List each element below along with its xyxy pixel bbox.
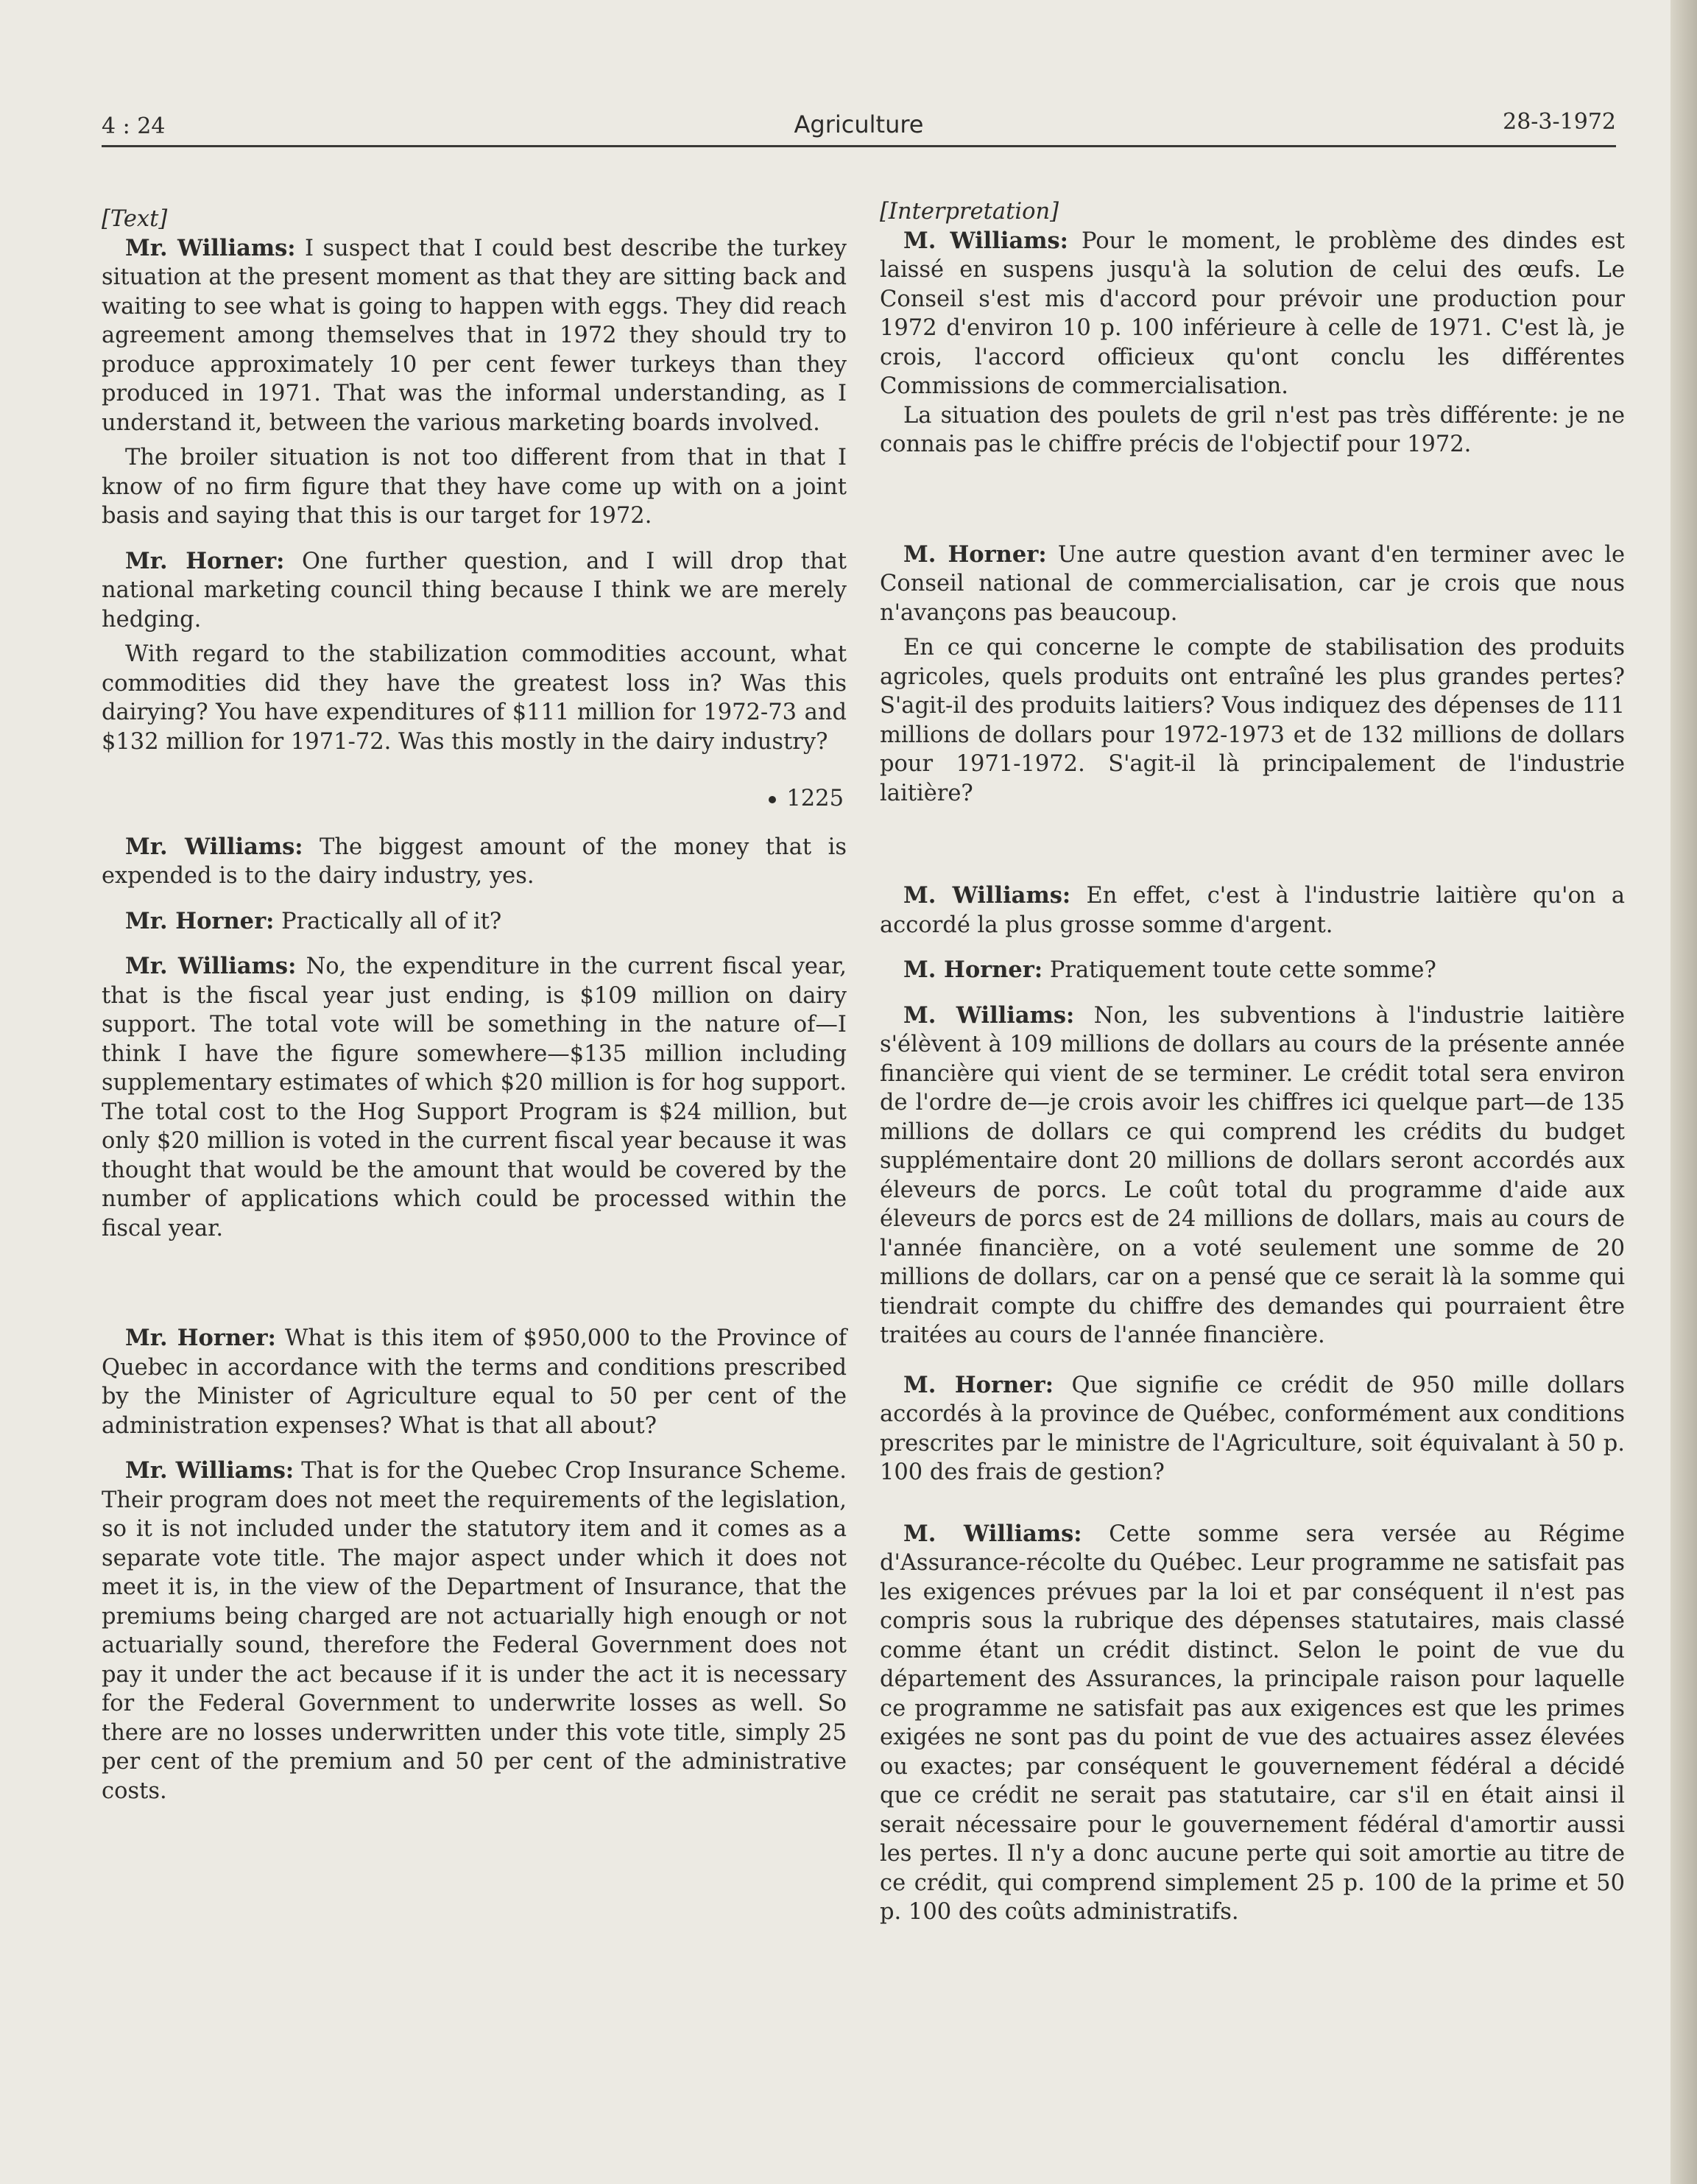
page-date: 28-3-1972 <box>1503 109 1616 135</box>
speaker: M. Williams: <box>903 882 1071 909</box>
speech-text: What is this item of $950,000 to the Province of Quebec in accordance with the terms and conditions prescribed by the Minister of Agriculture equal to 50 per cent of the administration expenses? What is that all about? <box>102 1325 847 1439</box>
time-marker-text: 1225 <box>786 786 844 811</box>
paragraph <box>102 907 847 937</box>
header-rule <box>102 145 1616 147</box>
speaker: Mr. Horner: <box>125 1325 276 1351</box>
time-marker <box>102 784 847 814</box>
speaker: Mr. Williams: <box>125 953 297 979</box>
speech-text: Pratiquement toute cette somme? <box>1042 957 1436 983</box>
french-column <box>880 193 1625 1927</box>
section-label: [Interpretation] <box>880 199 1059 225</box>
speaker: M. Williams: <box>903 227 1068 254</box>
paragraph: The broiler situation is not too different from that in that I know of no firm figure that they have come up with on a joint basis and saying that this is our target for 1972. <box>102 445 847 529</box>
paragraph <box>102 234 847 438</box>
paragraph: La situation des poulets de gril n'est pas très différente: je ne connais pas le chiffre précis de l'objectif pour 1972. <box>880 402 1625 457</box>
speech-text: Une autre question avant d'en terminer avec le Conseil national de commercialisation, car je crois que nous n'avançons pas beaucoup. <box>880 541 1625 626</box>
paragraph <box>880 540 1625 628</box>
paragraph <box>880 1001 1625 1350</box>
speaker: M. Williams: <box>903 1520 1082 1547</box>
page-header <box>102 103 1616 150</box>
paragraph: With regard to the stabilization commodities account, what commodities did they have the greatest loss in? Was this dairying? You have expenditures of $111 million for 1972-73 and $132 million for 1971-72. Was this mostly in the dairy industry? <box>102 641 847 755</box>
page-edge <box>1670 0 1697 2184</box>
page-number: 4 : 24 <box>102 113 166 139</box>
paragraph: En ce qui concerne le compte de stabilisation des produits agricoles, quels produits ont entraîné les plus grandes pertes? S'agit-il des produits laitiers? Vous indiquez des dépenses de 111 millions de dollars pour 1972-1973 et de 132 millions de dollars pour 1971-1972. S'agit-il là principalement de l'industrie laitière? <box>880 635 1625 806</box>
speech-text: That is for the Quebec Crop Insurance Scheme. Their program does not meet the requirements of the legislation, so it is not included under the statutory item and it comes as a separate vote title. The major aspect under which it does not meet it is, in the view of the Department of Insurance, that the premiums being charged are not actuarially high enough or not actuarially sound, therefore the Federal Government does not pay it under the act because if it is under the act it is necessary for the Federal Government to underwrite losses as well. So there are no losses underwritten under this vote title, simply 25 per cent of the premium and 50 per cent of the administrative costs. <box>102 1458 847 1804</box>
speaker: M. Horner: <box>903 540 1047 568</box>
english-column <box>102 193 847 1806</box>
paragraph <box>880 881 1625 940</box>
bullet-icon <box>769 796 776 803</box>
paragraph <box>880 227 1625 401</box>
speaker: M. Horner: <box>903 1371 1054 1398</box>
speech-text: One further question, and I will drop that national marketing council thing because I think we are merely hedging. <box>102 548 847 633</box>
paragraph <box>102 1456 847 1806</box>
speaker: M. Williams: <box>903 1001 1075 1029</box>
speaker: Mr. Williams: <box>125 234 296 261</box>
speech-text: Que signifie ce crédit de 950 mille dollars accordés à la province de Québec, conformément aux conditions prescrites par le ministre de l'Agriculture, soit équivalant à 50 p. 100 des frais de gestion? <box>880 1372 1626 1485</box>
page-title: Agriculture <box>794 110 924 138</box>
speech-text: The biggest amount of the money that is expended is to the dairy industry, yes. <box>102 834 847 889</box>
paragraph <box>880 1520 1625 1927</box>
speech-text: En effet, c'est à l'industrie laitière qu'on a accordé la plus grosse somme d'argent. <box>880 883 1626 938</box>
speech-text: Non, les subventions à l'industrie laitière s'élèvent à 109 millions de dollars au cours de la présente année financière qui vient de se terminer. Le crédit total sera environ de l'ordre de—je crois avoir les chiffres ici quelque part—de 135 millions de dollars ce qui comprend les crédits du budget supplémentaire dont 20 millions de dollars seront accordés aux éleveurs de porcs. Le coût total du programme d'aide aux éleveurs de porcs est de 24 millions de dollars, mais au cours de l'année financière, on a voté seulement une somme de 20 millions de dollars, car on a pensé que ce serait là la somme qui tiendrait compte du chiffre des demandes qui pourraient être traitées au cours de l'année financière. <box>880 1002 1625 1348</box>
speaker: Mr. Williams: <box>125 1457 294 1484</box>
paragraph <box>880 956 1625 985</box>
paragraph <box>102 547 847 635</box>
speech-text: No, the expenditure in the current fiscal year, that is the fiscal year just ending, is $109 million on dairy support. The total vote will be something in the nature of—I think I have the figure somewhere—$135 million including supplementary estimates of which $20 million is for hog support. The total cost to the Hog Support Program is $24 million, but only $20 million is voted in the current fiscal year because it was thought that would be the amount that would be covered by the number of applications which could be processed within the fiscal year. <box>102 954 847 1241</box>
paragraph <box>102 1324 847 1440</box>
paragraph <box>102 833 847 891</box>
paragraph <box>102 952 847 1243</box>
speaker: Mr. Williams: <box>125 833 303 860</box>
speaker: Mr. Horner: <box>125 547 285 574</box>
paragraph <box>880 1371 1625 1487</box>
speech-text: Pour le moment, le problème des dindes est laissé en suspens jusqu'à la solution de celui des œufs. Le Conseil s'est mis d'accord pour prévoir une production pour 1972 d'environ 10 p. 100 inférieure à celle de 1971. C'est là, je crois, l'accord officieux qu'ont conclu les différentes Commissions de commercialisation. <box>880 228 1625 399</box>
speech-text: I suspect that I could best describe the turkey situation at the present moment as that they are sitting back and waiting to see what is going to happen with eggs. They did reach agreement among themselves that in 1972 they should try to produce approximately 10 per cent fewer turkeys than they produced in 1971. That was the informal understanding, as I understand it, between the various marketing boards involved. <box>102 235 847 436</box>
speech-text: Cette somme sera versée au Régime d'Assurance-récolte du Québec. Leur programme ne satisfait pas les exigences prévues par la loi et par conséquent il n'est pas compris sous la rubrique des dépenses statutaires, mais classé comme étant un crédit distinct. Selon le point de vue du département des Assurances, la principale raison pour laquelle ce programme ne satisfait pas aux exigences est que les primes exigées ne sont pas du point de vue des actuaires assez élevées ou exactes; par conséquent le gouvernement fédéral a décidé que ce crédit ne serait pas statutaire, car s'il en était ainsi il serait nécessaire pour le gouvernement fédéral d'amortir aussi les pertes. Il n'y a donc aucune perte qui soit amortie au titre de ce crédit, qui comprend simplement 25 p. 100 de la prime et 50 p. 100 des coûts administratifs. <box>880 1521 1626 1925</box>
speaker: M. Horner: <box>903 957 1043 983</box>
section-label: [Text] <box>102 206 168 232</box>
speech-text: Practically all of it? <box>274 908 502 934</box>
speaker: Mr. Horner: <box>125 907 275 934</box>
